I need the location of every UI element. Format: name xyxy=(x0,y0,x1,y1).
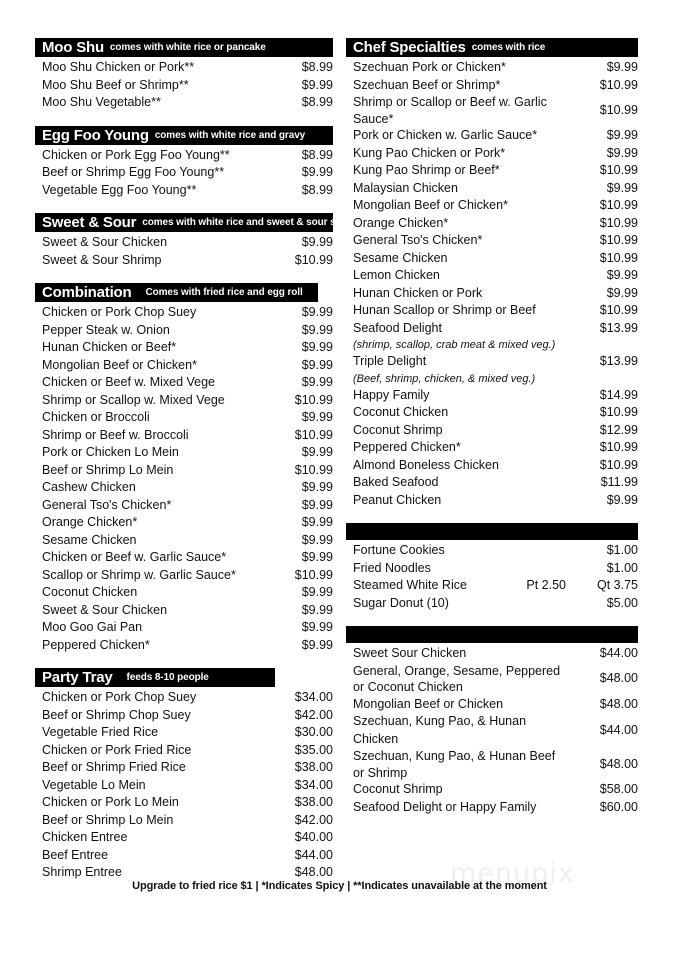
menu-item-price: $8.99 xyxy=(301,60,333,74)
menu-item-name: Moo Shu Vegetable** xyxy=(42,95,161,109)
menu-item-price: $9.99 xyxy=(301,620,333,634)
menu-item-price: $10.99 xyxy=(294,567,333,582)
menu-item-row xyxy=(35,182,333,200)
menu-item-row xyxy=(35,374,333,392)
menu-item-price: $44.00 xyxy=(599,722,638,737)
menu-item-row xyxy=(35,864,333,882)
menu-item-row xyxy=(346,127,638,145)
menu-item-row xyxy=(35,164,333,182)
menu-item-price: $9.99 xyxy=(301,410,333,424)
menu-item-name: Scallop or Shrimp w. Garlic Sauce* xyxy=(42,567,236,582)
menu-item-name: Baked Seafood xyxy=(353,475,439,489)
menu-item-row xyxy=(346,404,638,422)
menu-item-name: Seafood Delight or Happy Family xyxy=(353,799,537,814)
menu-item-list xyxy=(35,304,333,654)
menu-item-name: Peppered Chicken* xyxy=(42,637,150,652)
menu-item-price: $10.99 xyxy=(599,405,638,419)
menu-item-row xyxy=(346,781,638,799)
menu-item-name: Kung Pao Shrimp or Beef* xyxy=(353,163,500,177)
menu-item-row xyxy=(35,567,333,585)
menu-item-row xyxy=(346,439,638,457)
menu-item-row xyxy=(346,197,638,215)
menu-item-price: $34.00 xyxy=(294,690,333,704)
menu-item-price: $9.99 xyxy=(606,268,638,282)
menu-item-name: Peanut Chicken xyxy=(353,492,442,507)
menu-item-price: $10.99 xyxy=(599,303,638,317)
menu-item-price: $14.99 xyxy=(599,387,638,402)
menu-item-name: Coconut Chicken xyxy=(42,585,138,599)
menu-item-row xyxy=(346,285,638,303)
menu-item-row xyxy=(35,357,333,375)
menu-item-row xyxy=(35,742,333,760)
menu-item-price: $44.00 xyxy=(599,646,638,660)
menu-item-price: $9.99 xyxy=(606,128,638,142)
menu-item-row xyxy=(35,584,333,602)
menu-item-row xyxy=(35,339,333,357)
menu-item-row xyxy=(346,645,638,663)
menu-item-price: $9.99 xyxy=(301,340,333,354)
menu-item-name: Shrimp or Scallop or Beef w. Garlic Sauce* xyxy=(353,95,547,126)
menu-item-row xyxy=(35,479,333,497)
menu-item-name: Beef Entree xyxy=(42,847,109,862)
menu-item-row xyxy=(35,147,333,165)
menu-item-name: Moo Goo Gai Pan xyxy=(42,620,143,634)
section-note: comes with rice xyxy=(471,42,546,53)
menu-item-price-quart: Qt 3.75 xyxy=(597,578,638,592)
menu-item-price: $9.99 xyxy=(606,60,638,74)
menu-item-name: Beef or Shrimp Fried Rice xyxy=(42,760,186,774)
menu-item-name: Fortune Cookies xyxy=(353,543,445,557)
section-header-bar xyxy=(35,668,275,687)
menu-item-price: $9.99 xyxy=(301,515,333,529)
menu-section xyxy=(35,126,333,200)
section-header-bar xyxy=(35,213,358,232)
menu-item-row xyxy=(35,619,333,637)
menu-item-row xyxy=(35,812,333,830)
menu-item-price: $9.99 xyxy=(301,532,333,547)
menu-item-price: $13.99 xyxy=(599,354,638,368)
menu-item-name: Beef or Shrimp Lo Mein xyxy=(42,462,174,477)
menu-item-price: $10.99 xyxy=(599,102,638,117)
menu-item-name: General Tso's Chicken* xyxy=(353,233,483,247)
menu-item-row xyxy=(35,59,333,77)
menu-item-name: Pepper Steak w. Onion xyxy=(42,322,170,337)
menu-item-price: $9.99 xyxy=(606,285,638,300)
menu-item-name: Chicken or Pork Lo Mein xyxy=(42,795,179,809)
menu-item-price: $9.99 xyxy=(301,165,333,179)
menu-item-price: $10.99 xyxy=(294,252,333,267)
menu-section xyxy=(35,38,333,112)
menu-item-row xyxy=(35,409,333,427)
menu-item-name: Hunan Chicken or Beef* xyxy=(42,340,177,354)
menu-item-name: Beef or Shrimp Lo Mein xyxy=(42,812,174,827)
section-header-bar xyxy=(346,38,638,57)
menu-item-list xyxy=(35,147,333,200)
menu-item-name: Szechuan, Kung Pao, & Hunan Beef or Shrimp xyxy=(353,749,556,780)
menu-item-name: Szechuan, Kung Pao, & Hunan Chicken xyxy=(353,714,527,746)
menu-item-list xyxy=(35,234,333,269)
menu-item-name: Orange Chicken* xyxy=(42,515,138,529)
menu-item-name: Almond Boneless Chicken xyxy=(353,457,499,472)
menu-item-row xyxy=(346,250,638,268)
menu-item-name: Chicken or Broccoli xyxy=(42,410,150,424)
menu-item-name: Vegetable Lo Mein xyxy=(42,777,146,792)
menu-item-price: $9.99 xyxy=(301,497,333,512)
menu-item-description: (shrimp, scallop, crab meat & mixed veg.) xyxy=(353,339,556,351)
menu-item-row xyxy=(346,387,638,405)
menu-item-name: Chicken or Beef w. Garlic Sauce* xyxy=(42,550,227,564)
menu-item-price: $10.99 xyxy=(599,233,638,247)
menu-item-name: Vegetable Egg Foo Young** xyxy=(42,182,197,197)
menu-item-row xyxy=(346,232,638,250)
menu-item-row xyxy=(346,748,638,781)
section-title: Sweet & Sour xyxy=(42,214,137,231)
menu-item-row xyxy=(346,353,638,371)
menu-item-name: Mongolian Beef or Chicken xyxy=(353,696,504,711)
menu-item-row xyxy=(35,252,333,270)
section-title: Combination xyxy=(42,284,132,301)
menu-item-price: $9.99 xyxy=(301,550,333,564)
menu-item-row xyxy=(346,713,638,748)
menu-item-list xyxy=(346,542,638,612)
menu-item-price: $44.00 xyxy=(294,847,333,862)
menu-item-price: $48.00 xyxy=(599,756,638,771)
menu-item-price: $8.99 xyxy=(301,147,333,162)
menu-item-name: Chicken or Pork Chop Suey xyxy=(42,690,197,704)
menu-item-price: $58.00 xyxy=(599,782,638,796)
menu-item-name: Moo Shu Beef or Shrimp** xyxy=(42,77,189,92)
menu-item-row xyxy=(346,180,638,198)
menu-item-row xyxy=(35,532,333,550)
menu-item-name: Chicken or Beef w. Mixed Vege xyxy=(42,375,216,389)
menu-item-price: $12.99 xyxy=(599,422,638,437)
menu-item-price: $48.00 xyxy=(599,696,638,711)
section-note: comes with white rice and gravy xyxy=(154,129,306,141)
menu-item-price: $10.99 xyxy=(599,250,638,265)
menu-section xyxy=(346,38,638,509)
menu-item-price: $9.99 xyxy=(301,235,333,249)
menu-item-price: $10.99 xyxy=(294,427,333,442)
menu-item-name: Sesame Chicken xyxy=(353,250,448,265)
menu-item-price: $8.99 xyxy=(301,95,333,109)
menu-item-price: $1.00 xyxy=(606,560,638,575)
menu-item-name: Vegetable Fried Rice xyxy=(42,725,159,739)
menu-item-price: $9.99 xyxy=(301,357,333,372)
menu-item-price: $42.00 xyxy=(294,812,333,827)
menu-item-name: Cashew Chicken xyxy=(42,480,136,494)
menu-item-row xyxy=(35,794,333,812)
menu-item-name: Seafood Delight xyxy=(353,320,442,335)
menu-item-price: $10.99 xyxy=(599,457,638,472)
menu-item-name: Chicken or Pork Fried Rice xyxy=(42,742,192,757)
menu-item-row xyxy=(346,422,638,440)
menu-item-row xyxy=(35,444,333,462)
menu-item-row xyxy=(346,492,638,510)
menu-item-row xyxy=(346,162,638,180)
menu-item-name: Moo Shu Chicken or Pork** xyxy=(42,60,195,74)
menu-item-name: Coconut Shrimp xyxy=(353,422,443,437)
menu-item-price: $10.99 xyxy=(294,392,333,407)
menu-item-name: Mongolian Beef or Chicken* xyxy=(42,357,197,372)
menu-section xyxy=(35,213,358,269)
menu-item-list xyxy=(346,645,638,816)
menu-item-price: $48.00 xyxy=(599,671,638,686)
menu-item-name: Kung Pao Chicken or Pork* xyxy=(353,145,506,160)
menu-item-row xyxy=(346,302,638,320)
menu-item-name: Szechuan Beef or Shrimp* xyxy=(353,77,501,92)
menu-item-price: $11.99 xyxy=(600,475,638,489)
section-header-bar xyxy=(35,126,333,145)
menu-item-row xyxy=(35,689,333,707)
menu-item-name: Malaysian Chicken xyxy=(353,180,458,195)
section-note: comes with white rice or pancake xyxy=(109,42,266,53)
menu-item-price: $48.00 xyxy=(294,865,333,879)
section-note: feeds 8-10 people xyxy=(126,672,209,683)
menu-item-list xyxy=(35,59,333,112)
menu-item-row xyxy=(346,457,638,475)
menu-item-row xyxy=(346,663,638,696)
menu-item-name: Mongolian Beef or Chicken* xyxy=(353,198,508,212)
menu-item-row xyxy=(35,427,333,445)
menu-item-price: $9.99 xyxy=(606,180,638,195)
menu-item-price: $38.00 xyxy=(294,760,333,774)
menu-item-row xyxy=(35,707,333,725)
menu-item-price: $60.00 xyxy=(599,799,638,814)
menu-item-price: $9.99 xyxy=(301,445,333,459)
menu-item-row xyxy=(35,847,333,865)
menu-item-row xyxy=(35,462,333,480)
menu-section xyxy=(35,668,333,882)
section-header-bar xyxy=(346,626,638,643)
menu-item-price: $40.00 xyxy=(294,830,333,844)
menu-item-price: $8.99 xyxy=(301,182,333,197)
menu-item-name: Shrimp or Beef w. Broccoli xyxy=(42,427,189,442)
section-note: comes with white rice and sweet & sour sauce xyxy=(142,217,358,228)
menu-item-name: Peppered Chicken* xyxy=(353,440,461,454)
menu-item-price: $9.99 xyxy=(301,77,333,92)
menu-item-name: Orange Chicken* xyxy=(353,215,449,230)
menu-item-price: $10.99 xyxy=(599,198,638,212)
section-title: Egg Foo Young xyxy=(42,126,149,144)
menu-section xyxy=(346,626,638,816)
menu-item-price: $10.99 xyxy=(599,215,638,230)
menu-item-row xyxy=(346,94,638,127)
menu-item-row xyxy=(346,215,638,233)
menu-item-row xyxy=(35,392,333,410)
menu-item-name: Beef or Shrimp Chop Suey xyxy=(42,707,191,722)
menu-item-row xyxy=(35,759,333,777)
menu-item-name: Steamed White Rice xyxy=(353,578,467,592)
menu-item-price: $30.00 xyxy=(294,725,333,739)
menu-item-row xyxy=(35,304,333,322)
menu-item-name: Chicken Entree xyxy=(42,830,128,844)
menu-item-price: $10.99 xyxy=(294,462,333,477)
menu-item-price: $9.99 xyxy=(301,602,333,617)
menu-item-price: $34.00 xyxy=(294,777,333,792)
menu-item-row xyxy=(346,267,638,285)
menu-item-name: Sweet & Sour Shrimp xyxy=(42,252,162,267)
menupix-watermark: menupix xyxy=(450,858,575,889)
menu-item-row xyxy=(346,799,638,817)
menu-item-row xyxy=(346,560,638,578)
menu-item-price: $1.00 xyxy=(606,543,638,557)
menu-item-row xyxy=(35,602,333,620)
menu-item-row xyxy=(35,829,333,847)
menu-item-name: Sweet & Sour Chicken xyxy=(42,602,168,617)
menu-item-row xyxy=(35,497,333,515)
menu-item-price: $10.99 xyxy=(599,163,638,177)
menu-item-row xyxy=(35,549,333,567)
menu-item-price: $9.99 xyxy=(301,305,333,319)
menu-item-name: Fried Noodles xyxy=(353,560,431,575)
menu-item-name: Sweet & Sour Chicken xyxy=(42,235,168,249)
menu-item-name: Pork or Chicken w. Garlic Sauce* xyxy=(353,128,538,142)
menu-item-name: Sugar Donut (10) xyxy=(353,595,449,610)
menu-item-name: Shrimp or Scallop w. Mixed Vege xyxy=(42,392,225,407)
menu-item-name: Coconut Shrimp xyxy=(353,782,443,796)
menu-item-name: Sesame Chicken xyxy=(42,532,137,547)
footer-note: Upgrade to fried rice $1 | *Indicates Spicy | **Indicates unavailable at the moment xyxy=(132,880,547,892)
section-note: Comes with fried rice and egg roll xyxy=(145,287,303,298)
menu-item-row xyxy=(346,474,638,492)
menu-item-row xyxy=(35,94,333,112)
menu-item-row xyxy=(346,320,638,338)
menu-item-price: $9.99 xyxy=(301,322,333,337)
menu-item-price: $13.99 xyxy=(599,320,638,335)
menu-item-price: $10.99 xyxy=(599,77,638,92)
menu-item-price: $9.99 xyxy=(301,585,333,599)
menu-item-name: Triple Delight xyxy=(353,354,427,368)
menu-item-name: Chicken or Pork Egg Foo Young** xyxy=(42,147,230,162)
menu-item-price: $9.99 xyxy=(301,637,333,652)
menu-item-name: Pork or Chicken Lo Mein xyxy=(42,445,179,459)
menu-item-price-pint: Pt 2.50 xyxy=(526,578,566,592)
menu-item-name: Beef or Shrimp Egg Foo Young** xyxy=(42,165,225,179)
section-header-bar xyxy=(346,523,638,540)
menu-item-name: Hunan Scallop or Shrimp or Beef xyxy=(353,303,536,317)
menu-item-description: (Beef, shrimp, chicken, & mixed veg.) xyxy=(353,372,536,385)
menu-item-list xyxy=(35,689,333,882)
menu-item-row xyxy=(346,595,638,613)
menu-item-row xyxy=(35,724,333,742)
menu-item-name: Hunan Chicken or Pork xyxy=(353,285,483,300)
menu-item-row xyxy=(35,777,333,795)
right-column xyxy=(346,38,638,830)
menu-item-list xyxy=(346,59,638,509)
menu-item-price: $9.99 xyxy=(301,375,333,389)
menu-item-name: Shrimp Entree xyxy=(42,865,122,879)
menu-item-row xyxy=(35,77,333,95)
menu-item-price: $35.00 xyxy=(294,742,333,757)
menu-item-name: General, Orange, Sesame, Peppered or Coconut Chicken xyxy=(353,663,561,694)
menu-item-name: Chicken or Pork Chop Suey xyxy=(42,305,197,319)
menu-section xyxy=(35,283,333,654)
menu-item-row xyxy=(35,322,333,340)
menu-item-row xyxy=(346,145,638,163)
section-header-bar xyxy=(35,38,333,57)
menu-item-name: Happy Family xyxy=(353,387,430,402)
menu-item-name: Sweet Sour Chicken xyxy=(353,646,467,660)
menu-item-row xyxy=(35,637,333,655)
menu-item-price: $10.99 xyxy=(599,440,638,454)
menu-item-row xyxy=(346,77,638,95)
menu-item-row xyxy=(346,577,638,595)
section-title: Moo Shu xyxy=(42,39,104,56)
menu-item-price: $42.00 xyxy=(294,707,333,722)
menu-item-price: $5.00 xyxy=(606,595,638,610)
menu-item-row xyxy=(35,514,333,532)
section-title: Party Tray xyxy=(42,669,113,686)
menu-item-name: General Tso's Chicken* xyxy=(42,497,172,512)
menu-item-price: $9.99 xyxy=(606,492,638,507)
section-header-bar xyxy=(35,283,318,302)
menu-item-name: Coconut Chicken xyxy=(353,405,449,419)
menu-item-name: Lemon Chicken xyxy=(353,268,440,282)
menu-item-price: $38.00 xyxy=(294,795,333,809)
menu-item-row xyxy=(35,234,333,252)
menu-item-price: $9.99 xyxy=(606,145,638,160)
section-title: Chef Specialties xyxy=(353,39,466,56)
menu-item-dual-price xyxy=(504,577,638,595)
menu-item-row xyxy=(346,696,638,714)
menu-section xyxy=(346,523,638,612)
menu-item-price: $9.99 xyxy=(301,480,333,494)
menu-item-row xyxy=(346,59,638,77)
menu-item-row xyxy=(346,542,638,560)
menu-item-name: Szechuan Pork or Chicken* xyxy=(353,60,506,74)
